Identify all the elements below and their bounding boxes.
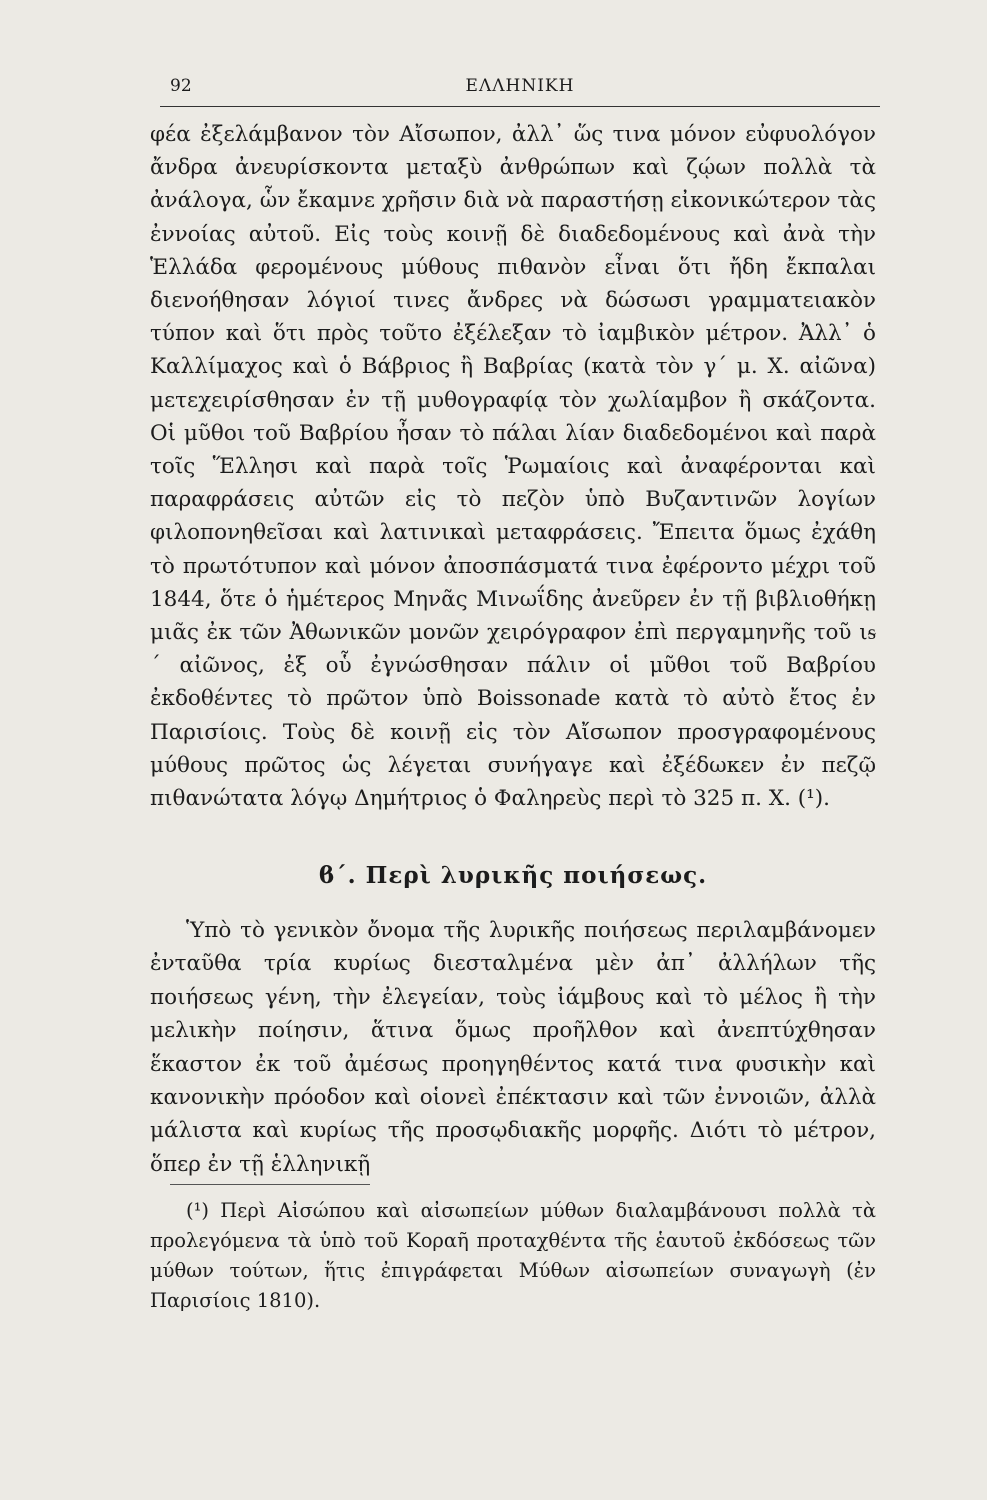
running-title: ΕΛΛΗΝΙΚΗ — [465, 76, 575, 96]
page-number: 92 — [170, 76, 192, 96]
footnote-divider — [170, 1184, 370, 1185]
footnote: (¹) Περὶ Αἰσώπου καὶ αἰσωπείων μύθων διαλαμβάνουσι πολλὰ τὰ προλεγόμενα τὰ ὑπὸ τοῦ Κοραῆ προταχθέντα τῆς ἑαυτοῦ ἐκδόσεως τῶν μύθων τούτων, ἥτις ἐπιγράφεται Μύθων αἰσωπείων συναγωγὴ (ἐν Παρισίοις 1810). — [150, 1199, 876, 1312]
section-text — [150, 914, 876, 1181]
main-text — [150, 118, 876, 815]
section-heading: ϐ´. Περὶ λυρικῆς ποιήσεως. — [318, 862, 708, 889]
page-header — [160, 70, 880, 107]
paragraph-aesop-fables: φέα ἐξελάμβανον τὸν Αἴσωπον, ἀλλ᾽ ὥς τινα μόνον εὐφυολόγον ἄνδρα ἀνευρίσκοντα μεταξὺ ἀνθρώπων καὶ ζῴων πολλὰ τὰ ἀνάλογα, ὧν ἔκαμνε χρῆσιν διὰ νὰ παραστήσῃ εἰκονικώτερον τὰς ἐννοίας αὐτοῦ. Εἰς τοὺς κοινῇ δὲ διαδεδομένους καὶ ἀνὰ τὴν Ἑλλάδα φερομένους μύθους πιθανὸν εἶναι ὅτι ἤδη ἔκπαλαι διενοήθησαν λόγιοί τινες ἄνδρες νὰ δώσωσι γραμματειακὸν τύπον καὶ ὅτι πρὸς τοῦτο ἐξέλεξαν τὸ ἰαμβικὸν μέτρον. Ἀλλ᾽ ὁ Καλλίμαχος καὶ ὁ Βάβριος ἢ Βαβρίας (κατὰ τὸν γ´ μ. Χ. αἰῶνα) μετεχειρίσθησαν ἐν τῇ μυθογραφίᾳ τὸν χωλίαμβον ἢ σκάζοντα. Οἱ μῦθοι τοῦ Βαβρίου ἦσαν τὸ πάλαι λίαν διαδεδομένοι καὶ παρὰ τοῖς Ἕλλησι καὶ παρὰ τοῖς Ῥωμαίοις καὶ ἀναφέρονται καὶ παραφράσεις αὐτῶν εἰς τὸ πεζὸν ὑπὸ Βυζαντινῶν λογίων φιλοπονηθεῖσαι καὶ λατινικαὶ μεταφράσεις. Ἔπειτα ὅμως ἐχάθη τὸ πρωτότυπον καὶ μόνον ἀποσπάσματά τινα ἐφέροντο μέχρι τοῦ 1844, ὅτε ὁ ἡμέτερος Μηνᾶς Μινωΐδης ἀνεῦρεν ἐν τῇ βιβλιοθήκῃ μιᾶς ἐκ τῶν Ἀθωνικῶν μονῶν χειρόγραφον ἐπὶ περγαμηνῆς τοῦ ιᵴ´ αἰῶνος, ἐξ οὗ ἐγνώσθησαν πάλιν οἱ μῦθοι τοῦ Βαβρίου ἐκδοθέντες τὸ πρῶτον ὑπὸ Boissonade κατὰ τὸ αὐτὸ ἔτος ἐν Παρισίοις. Τοὺς δὲ κοινῇ εἰς τὸν Αἴσωπον προσγραφομένους μύθους πρῶτος ὡς λέγεται συνήγαγε καὶ ἐξέδωκεν ἐν πεζῷ πιθανώτατα λόγῳ Δημήτριος ὁ Φαληρεὺς περὶ τὸ 325 π. Χ. (¹). — [150, 122, 876, 812]
paragraph-lyric-poetry: Ὑπὸ τὸ γενικὸν ὄνομα τῆς λυρικῆς ποιήσεως περιλαμβάνομεν ἐνταῦθα τρία κυρίως διεσταλμένα μὲν ἀπ᾽ ἀλλήλων τῆς ποιήσεως γένη, τὴν ἐλεγείαν, τοὺς ἰάμβους καὶ τὸ μέλος ἢ τὴν μελικὴν ποίησιν, ἅτινα ὅμως προῆλθον καὶ ἀνεπτύχθησαν ἕκαστον ἐκ τοῦ ἀμέσως προηγηθέντος κατά τινα φυσικὴν καὶ κανονικὴν πρόοδον καὶ οἱονεὶ ἐπέκτασιν καὶ τῶν ἐννοιῶν, ἀλλὰ μάλιστα καὶ κυρίως τῆς προσῳδιακῆς μορφῆς. Διότι τὸ μέτρον, ὅπερ ἐν τῇ ἑλληνικῇ — [150, 918, 876, 1177]
